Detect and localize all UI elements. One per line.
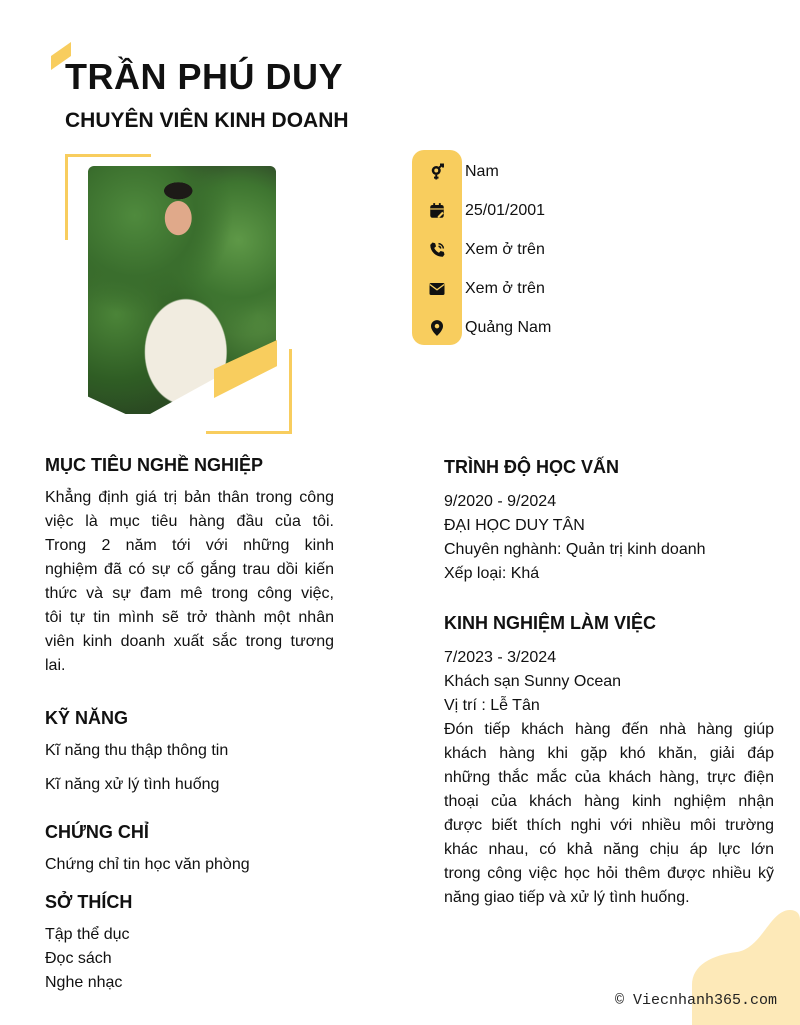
contact-phone-value: Xem ở trên — [465, 241, 545, 258]
contact-birthday-value: 25/01/2001 — [465, 202, 546, 219]
objective-line: việc là mục tiêu hàng đầu của tôi. — [45, 513, 334, 530]
education-major: Chuyên nghành: Quản trị kinh doanh — [444, 541, 706, 558]
skills-heading: KỸ NĂNG — [45, 708, 129, 728]
experience-period: 7/2023 - 3/2024 — [444, 649, 557, 666]
objective-line: lai. — [45, 657, 66, 674]
experience-line: năng giao tiếp và xử lý tình huống. — [444, 889, 690, 906]
footer-copyright: © Viecnhanh365.com — [615, 992, 778, 1009]
contact-email-value: Xem ở trên — [465, 280, 545, 297]
experience-company: Khách sạn Sunny Ocean — [444, 673, 622, 690]
objective-line: tôi tự tin mình sẽ trở thành một nhân — [45, 609, 334, 626]
experience-line: trong công việc học hỏi thêm được nhiều kỹ — [444, 865, 774, 882]
candidate-name: TRẦN PHÚ DUY — [65, 56, 344, 97]
objective-line: Khẳng định giá trị bản thân trong công — [45, 489, 334, 506]
contact-gender — [412, 160, 499, 184]
contact-birthday — [412, 199, 545, 223]
objective-line: nghiệm đã có sự cố gắng trau dồi kiến — [45, 561, 334, 578]
objective-heading: MỤC TIÊU NGHỀ NGHIỆP — [45, 455, 264, 475]
education-period: 9/2020 - 9/2024 — [444, 493, 557, 510]
hobby-item: Tập thể dục — [45, 926, 130, 943]
experience-position: Vị trí : Lễ Tân — [444, 697, 540, 714]
education-school: ĐẠI HỌC DUY TÂN — [444, 517, 585, 534]
skill-item: Kĩ năng xử lý tình huống — [45, 776, 220, 793]
certificate-item: Chứng chỉ tin học văn phòng — [45, 856, 250, 873]
experience-line: được biết thích nghi với nhiều môi trường — [444, 817, 774, 834]
contact-gender-value: Nam — [465, 163, 499, 180]
photo-frame-bottom — [206, 431, 292, 434]
hobby-item: Nghe nhạc — [45, 974, 123, 991]
experience-line: khác nhau, có khả năng chịu áp lực lớn — [444, 841, 774, 858]
email-icon — [412, 280, 462, 298]
experience-description — [444, 718, 774, 910]
photo-frame-right — [289, 349, 292, 434]
objective-line: thức và sự đam mê trong công việc, — [45, 585, 334, 602]
experience-line: những thắc mắc của khách hàng, trực điện — [444, 769, 774, 786]
phone-icon — [412, 241, 462, 259]
location-icon — [412, 319, 462, 337]
contact-location — [412, 316, 551, 340]
experience-line: Đón tiếp khách hàng đến nhà hàng giúp — [444, 721, 774, 738]
skill-item: Kĩ năng thu thập thông tin — [45, 742, 229, 759]
calendar-icon — [412, 202, 462, 220]
objective-text — [45, 486, 334, 678]
contact-location-value: Quảng Nam — [465, 319, 552, 336]
contact-phone — [412, 238, 545, 262]
hobby-item: Đọc sách — [45, 950, 112, 967]
job-title: CHUYÊN VIÊN KINH DOANH — [65, 109, 349, 132]
education-heading: TRÌNH ĐỘ HỌC VẤN — [444, 457, 619, 477]
contact-email — [412, 277, 545, 301]
objective-line: viên kinh doanh xuất sắc trong tương — [45, 633, 334, 650]
experience-line: thoại của khách hàng kinh nghiệm nhận — [444, 793, 774, 810]
experience-heading: KINH NGHIỆM LÀM VIỆC — [444, 613, 657, 633]
objective-line: Trong 2 năm tới với những kinh — [45, 537, 334, 554]
education-rank: Xếp loại: Khá — [444, 565, 540, 582]
certificates-heading: CHỨNG CHỈ — [45, 822, 149, 842]
gender-icon — [412, 163, 462, 181]
hobbies-heading: SỞ THÍCH — [45, 892, 133, 912]
experience-line: khách hàng khi gặp khó khăn, giải đáp — [444, 745, 774, 762]
photo-frame-top — [65, 154, 151, 157]
photo-frame-left — [65, 154, 68, 240]
